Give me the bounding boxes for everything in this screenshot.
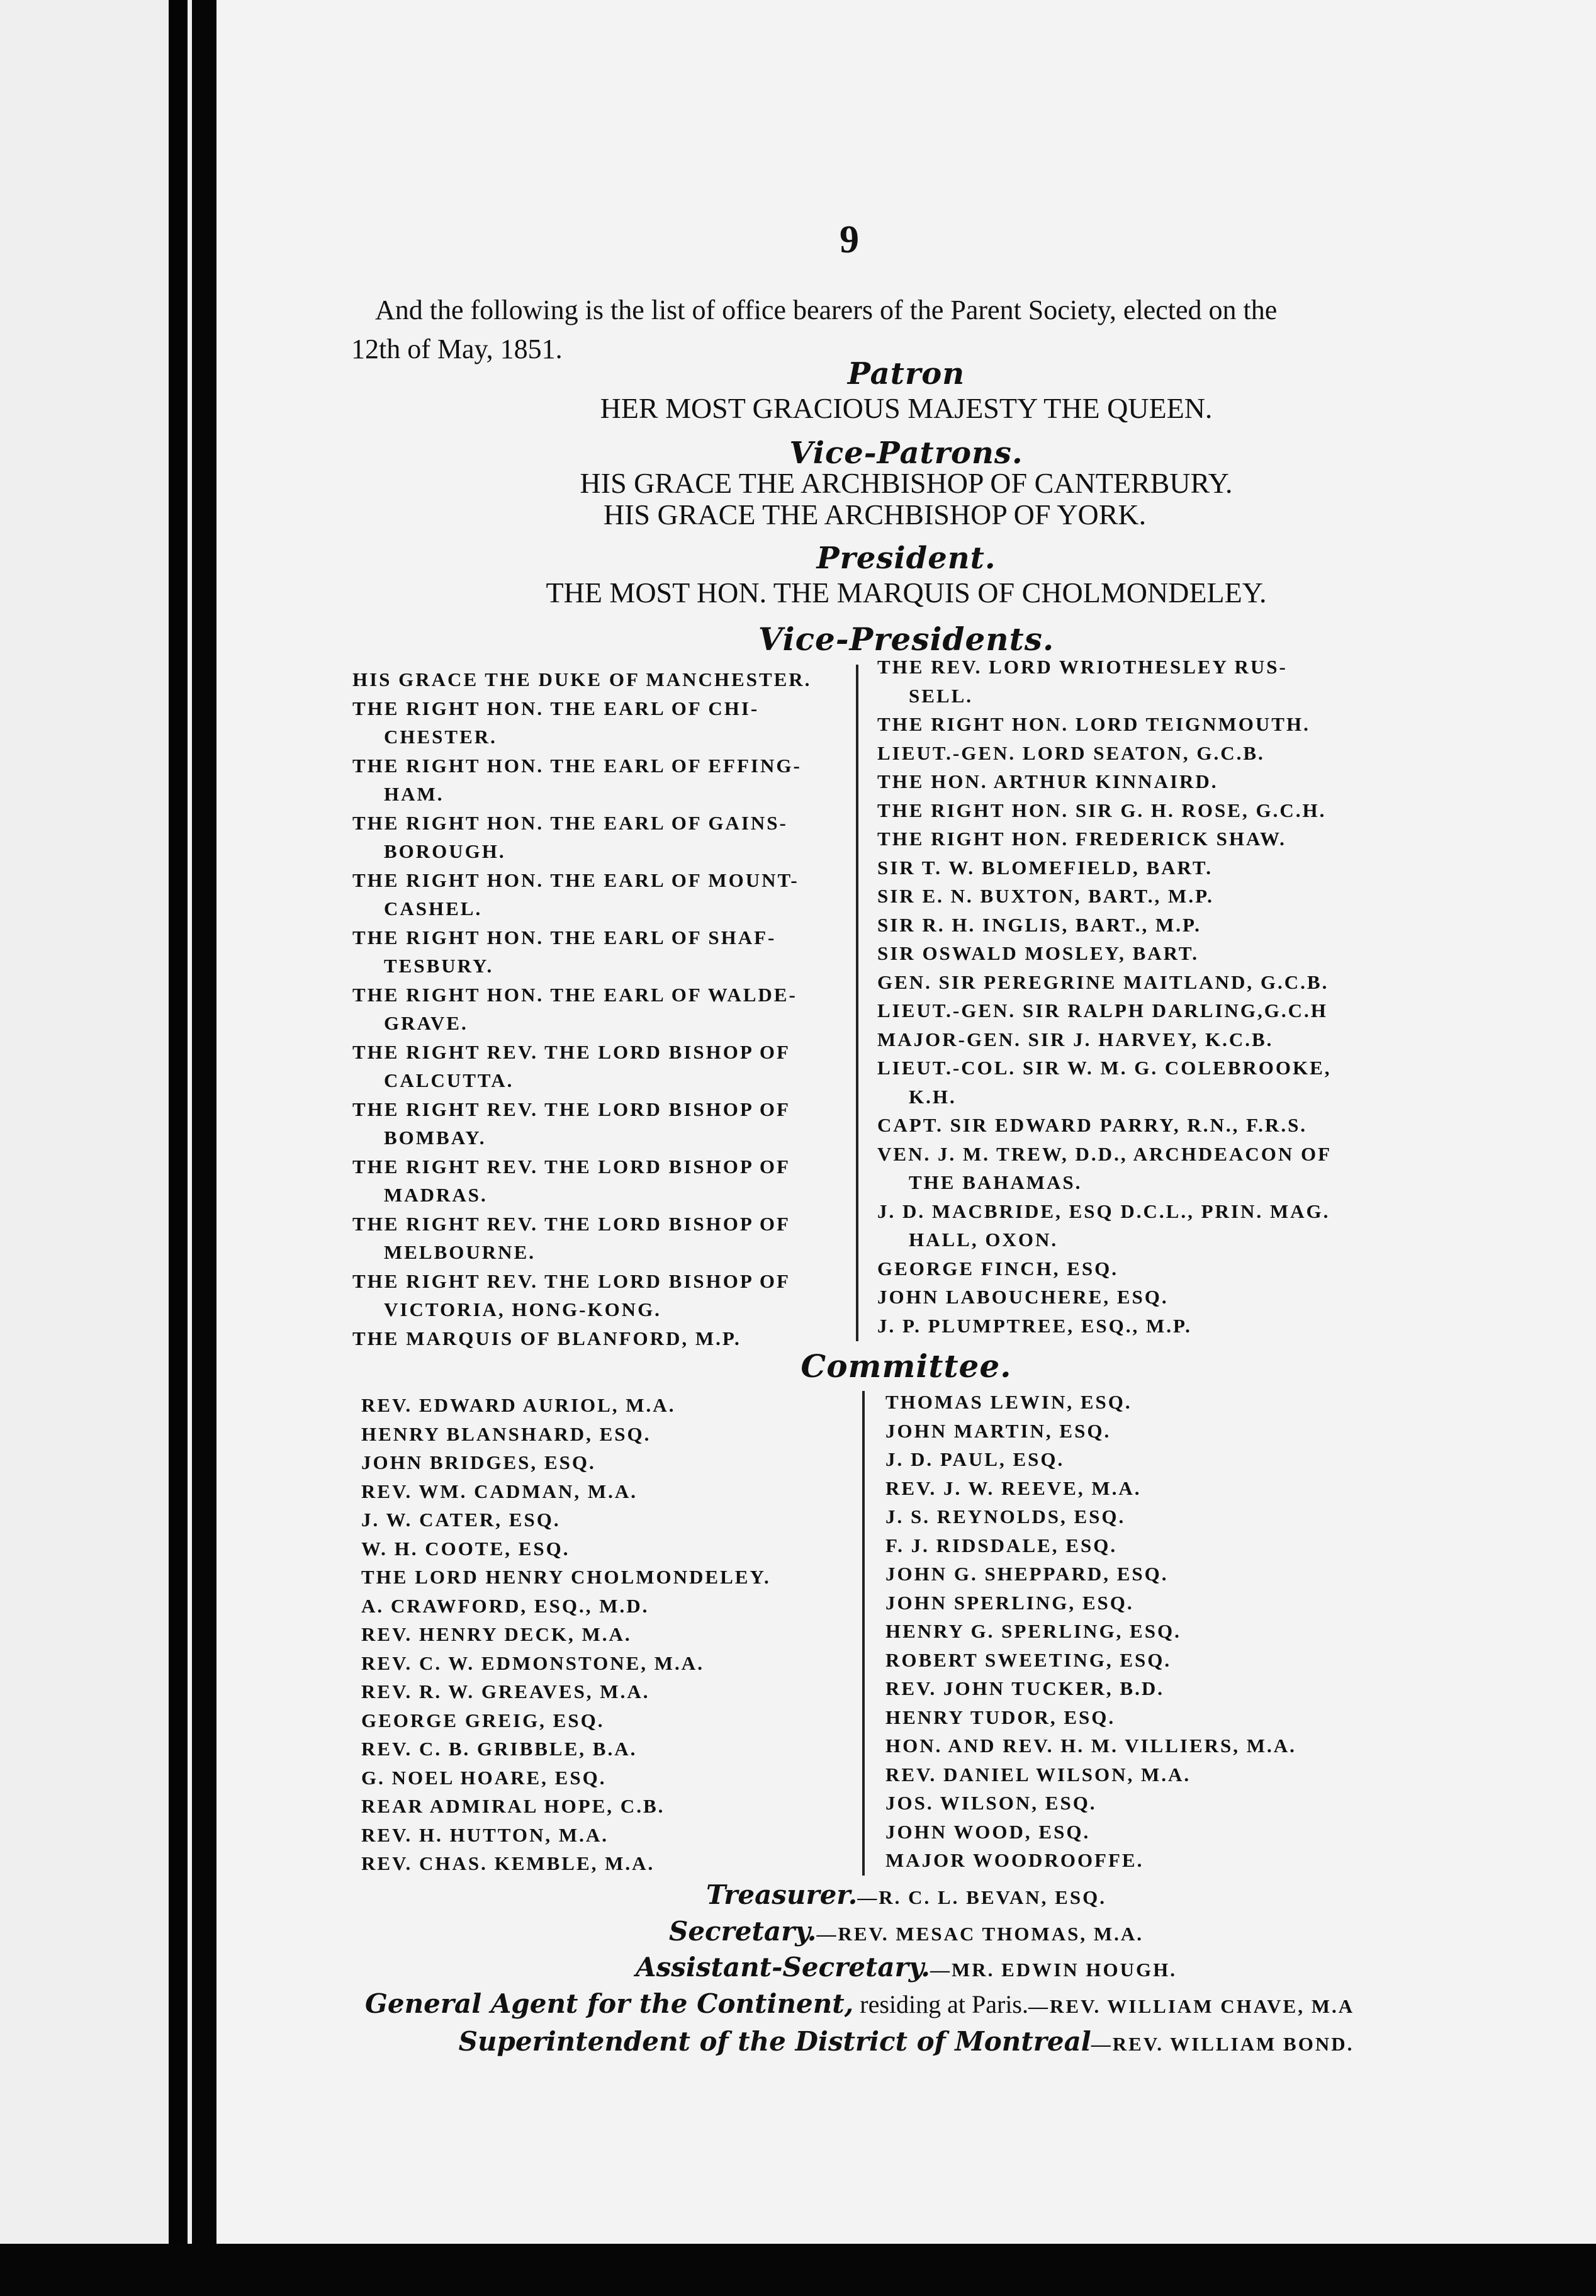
list-item: SIR T. W. BLOMEFIELD, BART. — [877, 856, 1213, 879]
list-item: JOHN LABOUCHERE, ESQ. — [877, 1286, 1169, 1308]
list-item: REV. EDWARD AURIOL, M.A. — [361, 1394, 676, 1416]
list-item: THE RIGHT HON. THE EARL OF SHAF- — [352, 926, 777, 948]
list-item: THE LORD HENRY CHOLMONDELEY. — [361, 1566, 771, 1588]
treasurer-value: —R. C. L. BEVAN, ESQ. — [857, 1886, 1106, 1908]
list-item: REV. WM. CADMAN, M.A. — [361, 1480, 638, 1502]
list-item: THE BAHAMAS. — [909, 1171, 1082, 1193]
list-item: JOS. WILSON, ESQ. — [885, 1792, 1097, 1814]
superintendent-line — [216, 2025, 1596, 2057]
list-item: THE RIGHT REV. THE LORD BISHOP OF — [352, 1098, 790, 1120]
list-item: G. NOEL HOARE, ESQ. — [361, 1766, 607, 1789]
list-item: J. W. CATER, ESQ. — [361, 1509, 561, 1531]
superintendent-value: —REV. WILLIAM BOND. — [1091, 2033, 1354, 2055]
list-item: LIEUT.-GEN. SIR RALPH DARLING,G.C.H — [877, 999, 1328, 1021]
list-item: MAJOR WOODROOFFE. — [885, 1849, 1144, 1871]
list-item: J. D. PAUL, ESQ. — [885, 1448, 1065, 1470]
list-item: THOMAS LEWIN, ESQ. — [885, 1391, 1132, 1413]
list-item: HALL, OXON. — [909, 1229, 1059, 1251]
list-item: HENRY BLANSHARD, ESQ. — [361, 1422, 651, 1445]
list-item: HENRY G. SPERLING, ESQ. — [885, 1620, 1181, 1642]
committee-right-column — [885, 1388, 1571, 1875]
list-item: REV. CHAS. KEMBLE, M.A. — [361, 1852, 655, 1874]
column-divider — [862, 1391, 865, 1876]
secretary-line — [216, 1915, 1596, 1947]
list-item: LIEUT.-COL. SIR W. M. G. COLEBROOKE, — [877, 1057, 1332, 1079]
list-item: VICTORIA, HONG-KONG. — [384, 1298, 661, 1320]
list-item: K.H. — [909, 1085, 957, 1108]
list-item: REV. JOHN TUCKER, B.D. — [885, 1677, 1164, 1699]
intro-line-1: And the following is the list of office bearers of the Parent Society, elected on the — [375, 295, 1278, 325]
president-heading: President. — [816, 541, 996, 576]
general-agent-label: General Agent for the Continent, — [365, 1988, 854, 2019]
list-item: GEN. SIR PEREGRINE MAITLAND, G.C.B. — [877, 971, 1329, 993]
list-item: REV. R. W. GREAVES, M.A. — [361, 1680, 650, 1702]
list-item: SELL. — [909, 684, 974, 707]
list-item: REV. HENRY DECK, M.A. — [361, 1623, 632, 1645]
general-agent-line — [365, 1988, 1596, 2020]
list-item: THE RIGHT HON. THE EARL OF CHI- — [352, 697, 760, 719]
list-item: JOHN SPERLING, ESQ. — [885, 1591, 1134, 1614]
column-divider — [856, 665, 858, 1341]
list-item: W. H. COOTE, ESQ. — [361, 1537, 570, 1560]
list-item: THE REV. LORD WRIOTHESLEY RUS- — [877, 656, 1288, 678]
facing-page — [0, 0, 192, 2244]
vice-presidents-heading: Vice-Presidents. — [758, 621, 1055, 658]
list-item: BOMBAY. — [384, 1127, 486, 1149]
list-item: THE HON. ARTHUR KINNAIRD. — [877, 770, 1218, 792]
list-item: THE RIGHT HON. THE EARL OF WALDE- — [352, 983, 797, 1006]
intro-line-2: 12th of May, 1851. — [351, 334, 563, 364]
list-item: HON. AND REV. H. M. VILLIERS, M.A. — [885, 1735, 1296, 1757]
general-agent-value: —REV. WILLIAM CHAVE, M.A — [1028, 1995, 1355, 2017]
list-item: THE RIGHT REV. THE LORD BISHOP OF — [352, 1212, 790, 1235]
document-page — [216, 0, 1596, 2244]
list-item: F. J. RIDSDALE, ESQ. — [885, 1534, 1118, 1556]
list-item: THE RIGHT HON. THE EARL OF GAINS- — [352, 811, 788, 834]
list-item: SIR E. N. BUXTON, BART., M.P. — [877, 885, 1214, 907]
general-agent-location: residing at Paris. — [853, 1990, 1028, 2018]
superintendent-label: Superintendent of the District of Montreal — [458, 2026, 1091, 2057]
page-number: 9 — [840, 218, 859, 261]
list-item: JOHN MARTIN, ESQ. — [885, 1419, 1111, 1442]
patron-name: HER MOST GRACIOUS MAJESTY THE QUEEN. — [600, 392, 1213, 424]
list-item: J. P. PLUMPTREE, ESQ., M.P. — [877, 1314, 1192, 1337]
list-item: HIS GRACE THE DUKE OF MANCHESTER. — [352, 668, 812, 690]
list-item: CALCUTTA. — [384, 1069, 514, 1091]
assistant-secretary-label: Assistant-Secretary. — [636, 1952, 930, 1983]
vice-patron-1: HIS GRACE THE ARCHBISHOP OF CANTERBURY. — [580, 467, 1233, 499]
book-spine-shadow — [169, 0, 188, 2244]
list-item: SIR R. H. INGLIS, BART., M.P. — [877, 913, 1201, 936]
list-item: THE RIGHT REV. THE LORD BISHOP OF — [352, 1155, 790, 1178]
list-item: GRAVE. — [384, 1012, 468, 1034]
list-item: A. CRAWFORD, ESQ., M.D. — [361, 1594, 649, 1617]
vice-patrons-heading: Vice-Patrons. — [789, 436, 1023, 471]
list-item: REV. H. HUTTON, M.A. — [361, 1823, 609, 1846]
list-item: THE RIGHT HON. LORD TEIGNMOUTH. — [877, 713, 1310, 735]
list-item: JOHN WOOD, ESQ. — [885, 1820, 1091, 1843]
vice-presidents-right-column — [877, 653, 1563, 1340]
list-item: MELBOURNE. — [384, 1241, 536, 1263]
list-item: REV. J. W. REEVE, M.A. — [885, 1477, 1142, 1499]
list-item: CAPT. SIR EDWARD PARRY, R.N., F.R.S. — [877, 1114, 1308, 1136]
treasurer-label: Treasurer. — [706, 1879, 858, 1910]
assistant-secretary-line — [216, 1951, 1596, 1983]
assistant-secretary-value: —MR. EDWIN HOUGH. — [930, 1959, 1177, 1981]
list-item: MADRAS. — [384, 1184, 488, 1206]
list-item: THE RIGHT HON. THE EARL OF MOUNT- — [352, 869, 799, 891]
list-item: THE RIGHT HON. SIR G. H. ROSE, G.C.H. — [877, 799, 1327, 821]
list-item: JOHN BRIDGES, ESQ. — [361, 1451, 596, 1473]
list-item: CHESTER. — [384, 726, 497, 748]
list-item: CASHEL. — [384, 898, 483, 920]
list-item: REV. C. W. EDMONSTONE, M.A. — [361, 1652, 704, 1674]
vice-patron-2: HIS GRACE THE ARCHBISHOP OF YORK. — [603, 498, 1147, 531]
list-item: REAR ADMIRAL HOPE, C.B. — [361, 1795, 665, 1817]
list-item: THE RIGHT HON. THE EARL OF EFFING- — [352, 754, 802, 777]
list-item: VEN. J. M. TREW, D.D., ARCHDEACON OF — [877, 1142, 1332, 1165]
list-item: J. S. REYNOLDS, ESQ. — [885, 1505, 1126, 1528]
list-item: BOROUGH. — [384, 840, 506, 862]
patron-heading: Patron — [847, 356, 965, 391]
list-item: THE MARQUIS OF BLANFORD, M.P. — [352, 1327, 741, 1349]
list-item: REV. DANIEL WILSON, M.A. — [885, 1763, 1191, 1786]
list-item: MAJOR-GEN. SIR J. HARVEY, K.C.B. — [877, 1028, 1274, 1050]
list-item: HENRY TUDOR, ESQ. — [885, 1706, 1116, 1728]
list-item: THE RIGHT REV. THE LORD BISHOP OF — [352, 1269, 790, 1292]
president-name: THE MOST HON. THE MARQUIS OF CHOLMONDELEY. — [546, 577, 1267, 609]
list-item: HAM. — [384, 783, 444, 805]
committee-left-column — [361, 1391, 877, 1878]
list-item: TESBURY. — [384, 955, 494, 977]
list-item: LIEUT.-GEN. LORD SEATON, G.C.B. — [877, 741, 1265, 764]
committee-heading: Committee. — [801, 1348, 1012, 1385]
list-item: J. D. MACBRIDE, ESQ D.C.L., PRIN. MAG. — [877, 1200, 1330, 1222]
list-item: THE RIGHT REV. THE LORD BISHOP OF — [352, 1040, 790, 1063]
secretary-label: Secretary. — [669, 1916, 817, 1947]
list-item: GEORGE FINCH, ESQ. — [877, 1257, 1118, 1280]
list-item: SIR OSWALD MOSLEY, BART. — [877, 942, 1200, 964]
list-item: GEORGE GREIG, ESQ. — [361, 1709, 605, 1731]
list-item: JOHN G. SHEPPARD, ESQ. — [885, 1563, 1169, 1585]
list-item: REV. C. B. GRIBBLE, B.A. — [361, 1738, 638, 1760]
secretary-value: —REV. MESAC THOMAS, M.A. — [816, 1923, 1144, 1945]
treasurer-line — [216, 1879, 1596, 1911]
list-item: THE RIGHT HON. FREDERICK SHAW. — [877, 828, 1286, 850]
list-item: ROBERT SWEETING, ESQ. — [885, 1648, 1172, 1671]
